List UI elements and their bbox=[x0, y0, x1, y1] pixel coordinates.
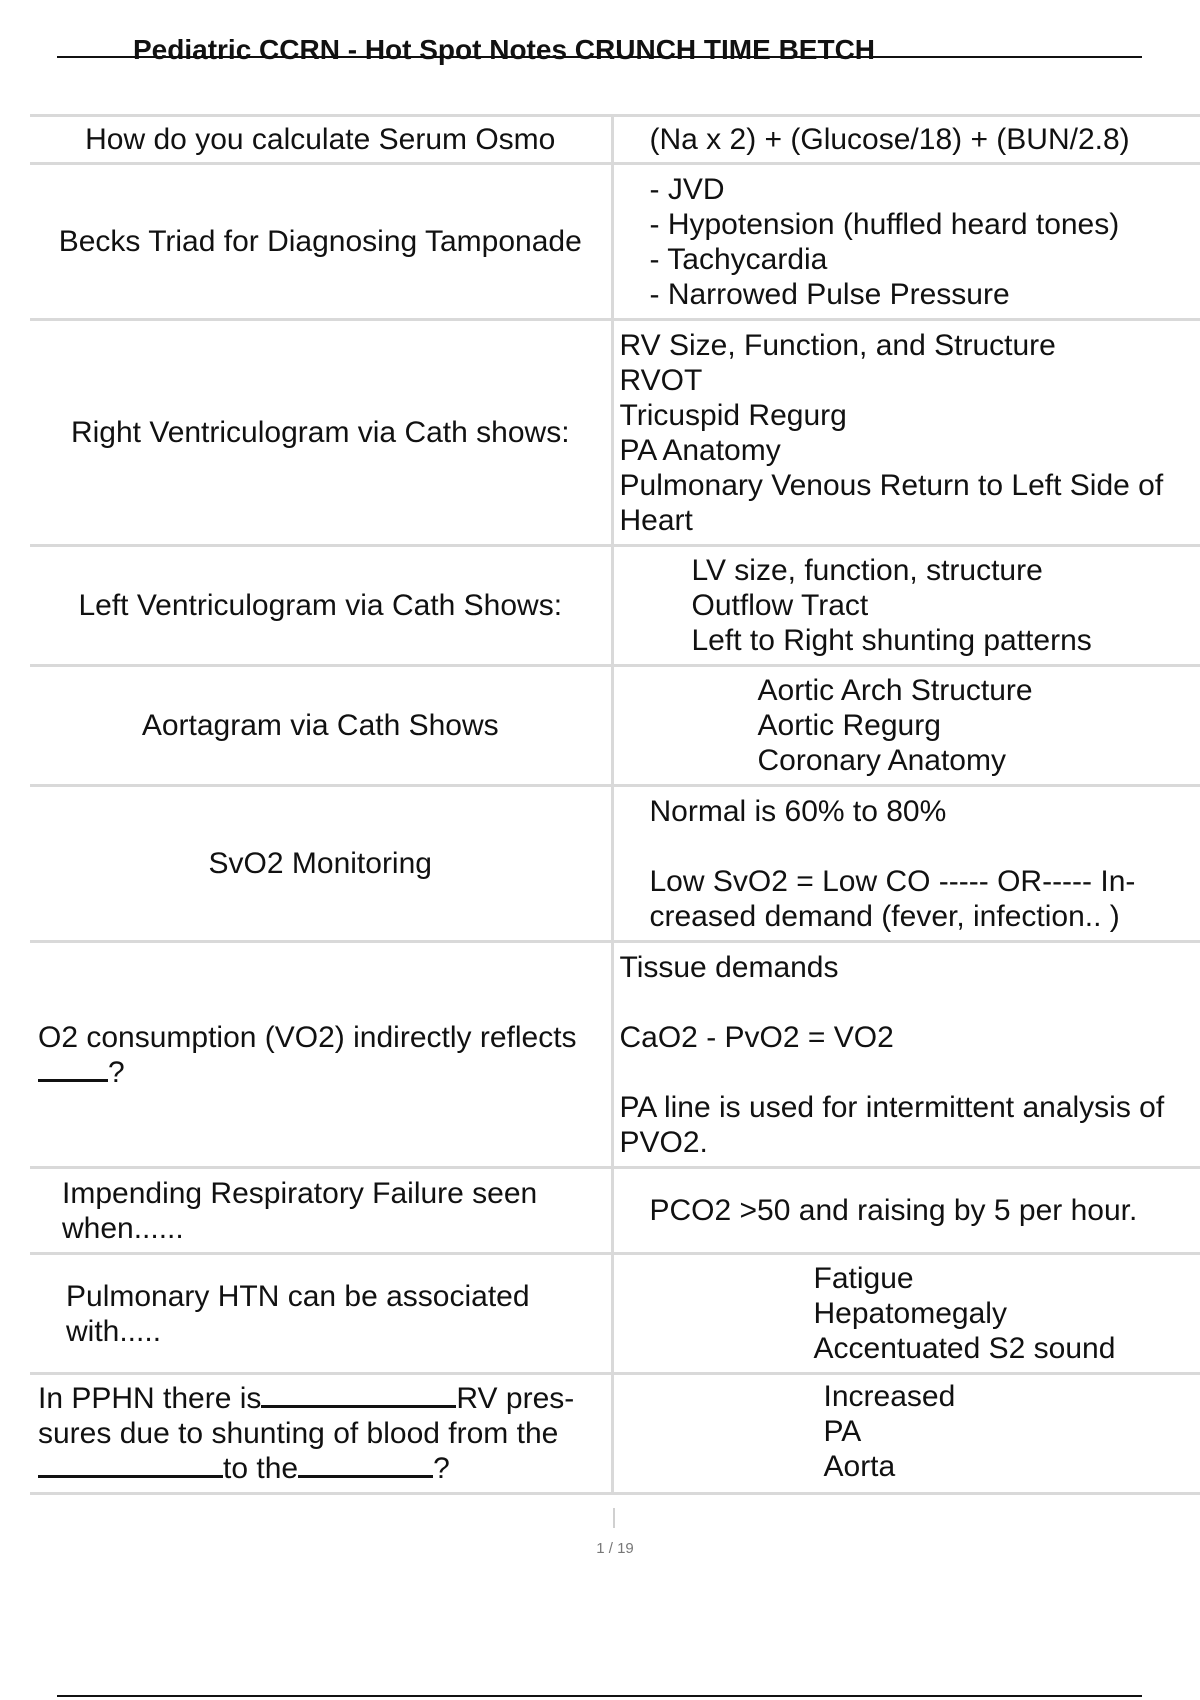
card-row bbox=[30, 546, 1200, 666]
fill-in-blank bbox=[298, 1451, 433, 1478]
spacer bbox=[650, 829, 1195, 864]
card-term: Left Ventriculogram via Cath Shows: bbox=[30, 546, 612, 666]
definition-line: Tissue demands bbox=[619, 950, 839, 984]
definition-line: Hepatomegaly bbox=[813, 1297, 1007, 1330]
spacer bbox=[620, 1055, 1195, 1090]
card-term bbox=[30, 1254, 612, 1374]
definition-line: Normal is 60% to 80% bbox=[649, 794, 947, 828]
definition-line: PA bbox=[823, 1415, 862, 1448]
card-definition bbox=[612, 942, 1200, 1168]
flashcard-table bbox=[30, 114, 1200, 1495]
definition-line: Outflow Tract bbox=[691, 589, 869, 622]
card-term-line: to the ? bbox=[38, 1451, 605, 1486]
definition-line: PVO2. bbox=[619, 1125, 708, 1159]
card-row bbox=[30, 320, 1200, 546]
card-row bbox=[30, 1254, 1200, 1374]
card-term: Becks Triad for Diagnosing Tamponade bbox=[30, 164, 612, 320]
definition-line: (Na x 2) + (Glucose/18) + (BUN/2.8) bbox=[649, 123, 1130, 156]
definition-line: - JVD bbox=[649, 172, 725, 206]
definition-line: PCO2 >50 and raising by 5 per hour. bbox=[649, 1194, 1138, 1227]
card-term-line: In PPHN there is RV pres- bbox=[38, 1382, 575, 1415]
card-term: SvO2 Monitoring bbox=[30, 786, 612, 942]
definition-line: Aortic Regurg bbox=[757, 709, 941, 742]
card-term-line: O2 consumption (VO2) indirectly reflects bbox=[38, 1020, 577, 1054]
card-row bbox=[30, 1168, 1200, 1254]
fill-in-blank bbox=[38, 1451, 223, 1478]
card-row bbox=[30, 1374, 1200, 1494]
card-definition bbox=[612, 1168, 1200, 1254]
page-number: 1 / 19 bbox=[596, 1540, 634, 1557]
card-term-line bbox=[38, 1055, 605, 1090]
card-term bbox=[30, 942, 612, 1168]
definition-line: Pulmonary Venous Return to Left Side of bbox=[619, 468, 1164, 502]
definition-line: Coronary Anatomy bbox=[757, 744, 1006, 777]
card-term bbox=[30, 1168, 612, 1254]
page-title: Pediatric CCRN - Hot Spot Notes CRUNCH TIME BETCH bbox=[133, 34, 876, 65]
definition-line: - Tachycardia bbox=[649, 242, 828, 276]
card-term: Aortagram via Cath Shows bbox=[30, 666, 612, 786]
card-row bbox=[30, 942, 1200, 1168]
definition-line: CaO2 - PvO2 = VO2 bbox=[619, 1020, 894, 1054]
card-definition bbox=[612, 546, 1200, 666]
card-definition bbox=[612, 320, 1200, 546]
definition-line: Left to Right shunting patterns bbox=[691, 624, 1092, 657]
definition-line: RV Size, Function, and Structure bbox=[619, 328, 1056, 362]
definition-line: RVOT bbox=[619, 363, 703, 397]
definition-line: Tricuspid Regurg bbox=[619, 398, 847, 432]
spacer bbox=[620, 985, 1195, 1020]
card-row bbox=[30, 666, 1200, 786]
definition-line: Heart bbox=[619, 503, 693, 537]
card-row bbox=[30, 116, 1200, 164]
bottom-rule bbox=[57, 1695, 1142, 1697]
fill-in-blank bbox=[38, 1055, 108, 1082]
card-definition bbox=[612, 666, 1200, 786]
definition-line: Low SvO2 = Low CO ----- OR----- In- bbox=[649, 864, 1136, 898]
term-suffix: ? bbox=[108, 1055, 125, 1089]
definition-line: LV size, function, structure bbox=[691, 554, 1043, 587]
card-term-line: when...... bbox=[62, 1211, 184, 1245]
card-term-line: Impending Respiratory Failure seen bbox=[62, 1176, 538, 1210]
definition-line: creased demand (fever, infection.. ) bbox=[649, 899, 1120, 933]
definition-line: Fatigue bbox=[813, 1262, 914, 1295]
card-term: How do you calculate Serum Osmo bbox=[30, 116, 612, 164]
column-tick bbox=[613, 1508, 615, 1528]
card-definition bbox=[612, 1254, 1200, 1374]
definition-line: Accentuated S2 sound bbox=[813, 1332, 1116, 1365]
definition-line: PA Anatomy bbox=[619, 433, 781, 467]
card-definition bbox=[612, 164, 1200, 320]
definition-line: - Narrowed Pulse Pressure bbox=[649, 277, 1010, 311]
card-term-line: with..... bbox=[66, 1314, 162, 1348]
definition-line: Aortic Arch Structure bbox=[757, 674, 1033, 707]
card-term: Right Ventriculogram via Cath shows: bbox=[30, 320, 612, 546]
title-bar bbox=[57, 28, 1142, 65]
card-term-line: sures due to shunting of blood from the bbox=[38, 1417, 559, 1450]
card-row bbox=[30, 164, 1200, 320]
definition-line: PA line is used for intermittent analysis of bbox=[619, 1090, 1165, 1124]
card-definition bbox=[612, 786, 1200, 942]
card-row bbox=[30, 786, 1200, 942]
card-definition bbox=[612, 116, 1200, 164]
definition-line: Aorta bbox=[823, 1450, 896, 1483]
definition-line: Increased bbox=[823, 1380, 956, 1413]
fill-in-blank bbox=[261, 1381, 456, 1408]
card-term bbox=[30, 1374, 612, 1494]
card-definition bbox=[612, 1374, 1200, 1494]
card-term-line: Pulmonary HTN can be associated bbox=[66, 1279, 530, 1313]
definition-line: - Hypotension (huffled heard tones) bbox=[649, 207, 1120, 241]
